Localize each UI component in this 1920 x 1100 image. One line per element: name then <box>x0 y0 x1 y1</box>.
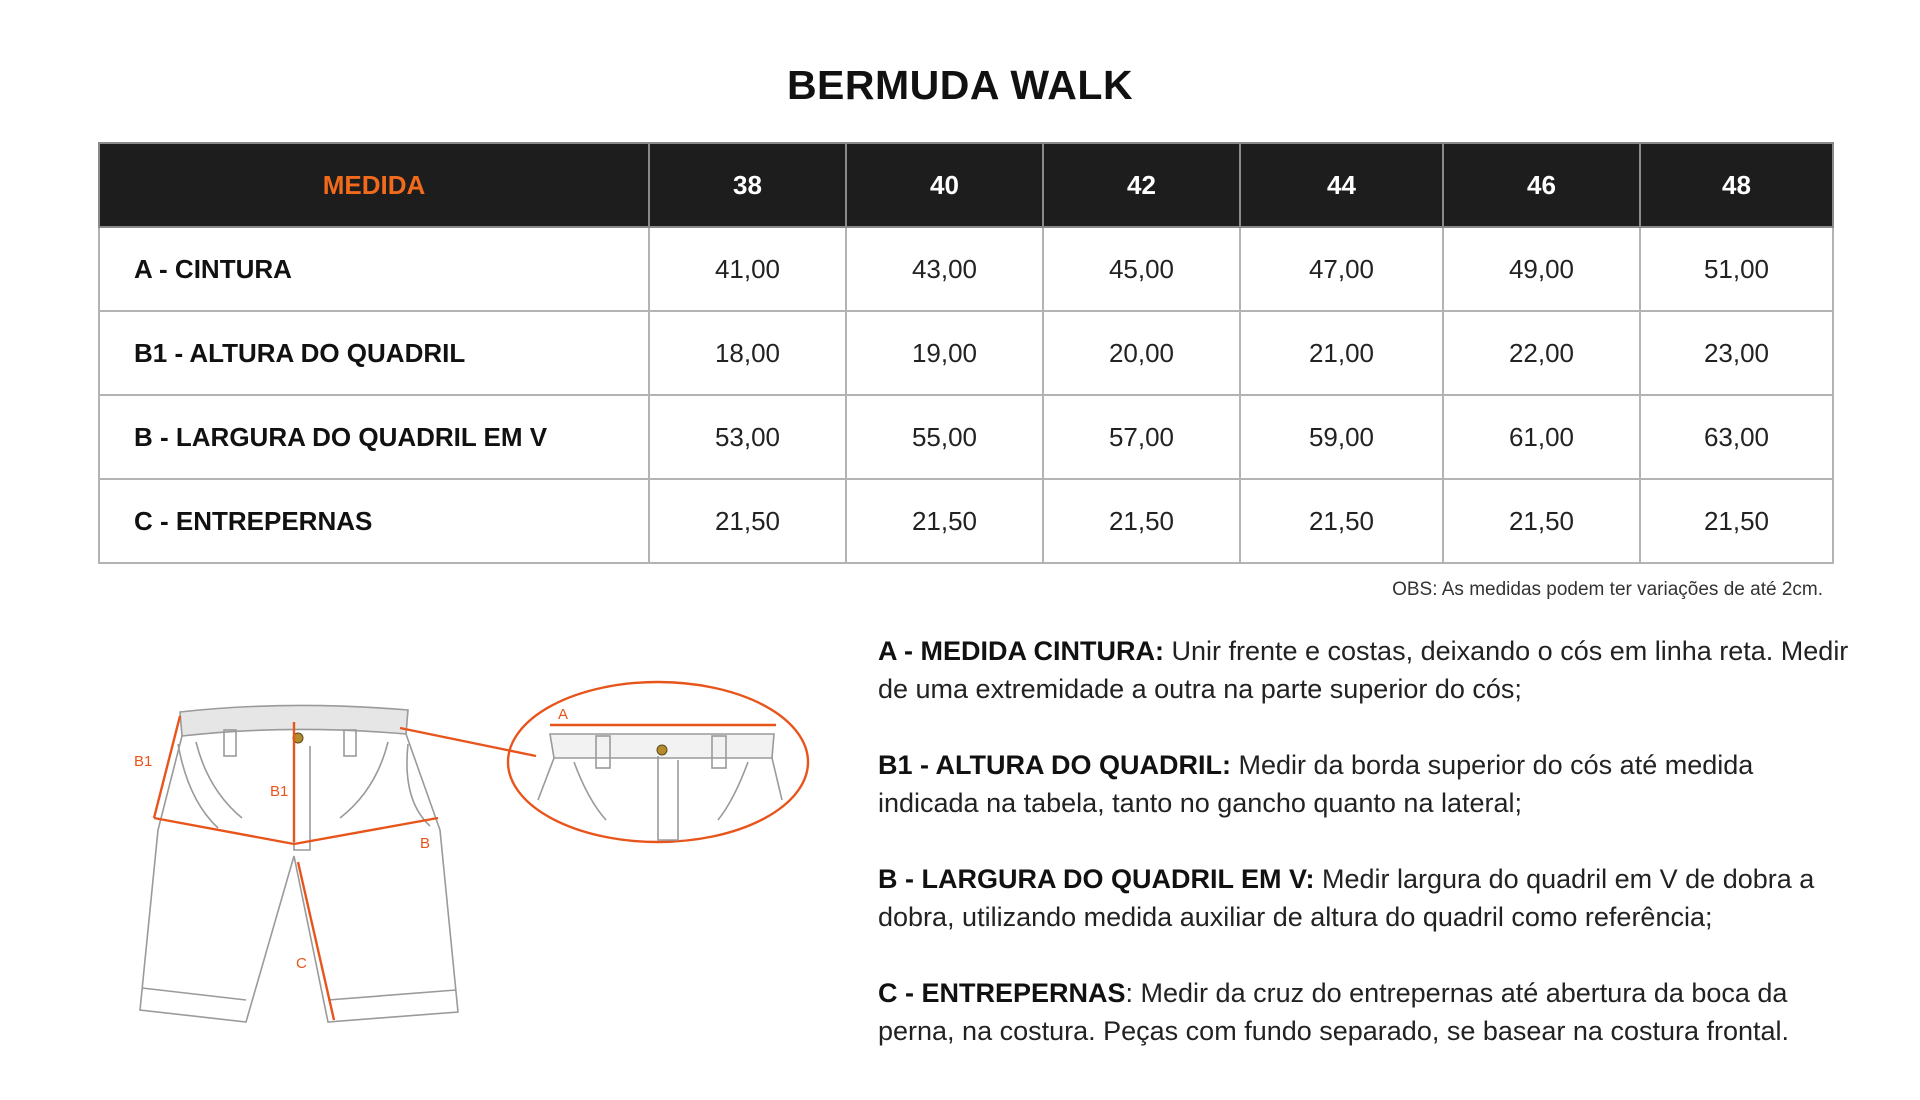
description-term: B - LARGURA DO QUADRIL EM V: <box>878 864 1315 894</box>
diagram-label-a: A <box>558 706 569 723</box>
table-cell: 45,00 <box>1043 227 1240 311</box>
table-cell: 21,50 <box>1443 479 1640 563</box>
description-term: B1 - ALTURA DO QUADRIL: <box>878 750 1231 780</box>
table-cell: 49,00 <box>1443 227 1640 311</box>
table-row <box>99 311 1833 395</box>
table-cell: 43,00 <box>846 227 1043 311</box>
table-cell: 57,00 <box>1043 395 1240 479</box>
shorts-diagram <box>118 650 818 1040</box>
description-text: : Medir da cruz do entrepernas até abertura da boca da perna, na costura. Peças com fundo separado, se basear na costura frontal. <box>878 978 1790 1046</box>
table-row <box>99 227 1833 311</box>
table-cell: 21,50 <box>1640 479 1833 563</box>
table-header-row <box>99 143 1833 227</box>
header-size: 46 <box>1443 143 1640 227</box>
table-cell: 21,50 <box>1240 479 1443 563</box>
description-term: C - ENTREPERNAS <box>878 978 1126 1008</box>
measurement-lines <box>154 682 808 1020</box>
header-size: 42 <box>1043 143 1240 227</box>
table-cell: 22,00 <box>1443 311 1640 395</box>
table-cell: 21,00 <box>1240 311 1443 395</box>
diagram-label-b1-center: B1 <box>270 783 289 800</box>
table-cell: 21,50 <box>1043 479 1240 563</box>
table-cell: 20,00 <box>1043 311 1240 395</box>
header-size: 40 <box>846 143 1043 227</box>
header-medida: MEDIDA <box>99 143 649 227</box>
row-label: B - LARGURA DO QUADRIL EM V <box>99 395 649 479</box>
description-b <box>878 860 1858 936</box>
table-cell: 61,00 <box>1443 395 1640 479</box>
table-cell: 51,00 <box>1640 227 1833 311</box>
button-icon <box>657 745 667 755</box>
description-a <box>878 632 1858 708</box>
table-cell: 19,00 <box>846 311 1043 395</box>
page-title: BERMUDA WALK <box>786 62 1134 108</box>
table-cell: 63,00 <box>1640 395 1833 479</box>
description-text: Medir da borda superior do cós até medida indicada na tabela, tanto no gancho quanto na lateral; <box>878 750 1754 818</box>
description-term: A - MEDIDA CINTURA: <box>878 636 1164 666</box>
table-cell: 41,00 <box>649 227 846 311</box>
header-size: 48 <box>1640 143 1833 227</box>
description-b1 <box>878 746 1858 822</box>
table-cell: 23,00 <box>1640 311 1833 395</box>
diagram-label-b1-side: B1 <box>134 753 153 770</box>
header-size: 38 <box>649 143 846 227</box>
row-label: A - CINTURA <box>99 227 649 311</box>
row-label: B1 - ALTURA DO QUADRIL <box>99 311 649 395</box>
description-text: Unir frente e costas, deixando o cós em linha reta. Medir de uma extremidade a outra na parte superior do cós; <box>878 636 1849 704</box>
table-cell: 53,00 <box>649 395 846 479</box>
measurement-descriptions <box>878 632 1858 1088</box>
description-text: Medir largura do quadril em V de dobra a dobra, utilizando medida auxiliar de altura do quadril como referência; <box>878 864 1815 932</box>
size-table <box>98 142 1834 564</box>
header-size: 44 <box>1240 143 1443 227</box>
table-row <box>99 479 1833 563</box>
table-cell: 21,50 <box>846 479 1043 563</box>
diagram-label-c: C <box>296 955 307 972</box>
table-cell: 55,00 <box>846 395 1043 479</box>
table-row <box>99 395 1833 479</box>
table-cell: 21,50 <box>649 479 846 563</box>
table-cell: 59,00 <box>1240 395 1443 479</box>
row-label: C - ENTREPERNAS <box>99 479 649 563</box>
description-c <box>878 974 1858 1050</box>
table-cell: 47,00 <box>1240 227 1443 311</box>
diagram-label-b: B <box>420 835 431 852</box>
obs-note: OBS: As medidas podem ter variações de até 2cm. <box>1392 579 1823 600</box>
table-cell: 18,00 <box>649 311 846 395</box>
